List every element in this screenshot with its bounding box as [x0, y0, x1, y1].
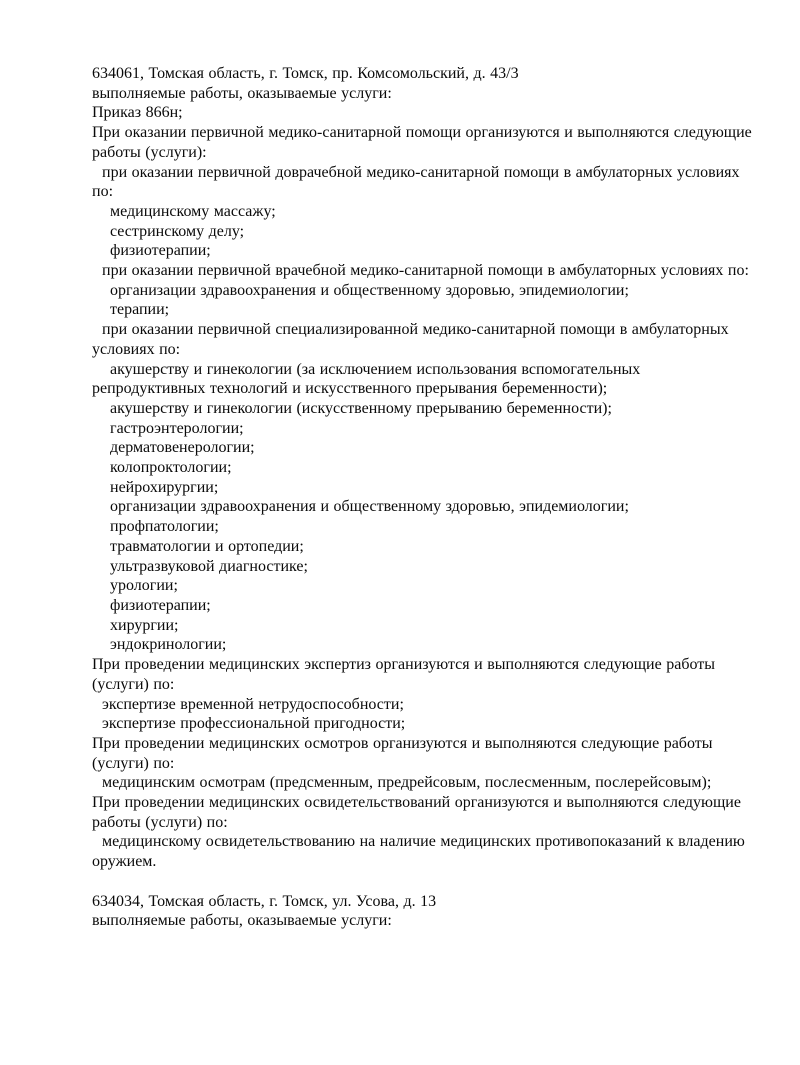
document-line: терапии; [110, 301, 170, 319]
document-line: урологии; [110, 577, 178, 595]
document-line: При проведении медицинских освидетельствований организуются и выполняются следующие работы (услуги) по: [92, 794, 741, 831]
document-line: При оказании первичной медико-санитарной помощи организуются и выполняются следующие работы (услуги): [92, 124, 752, 161]
document-line: сестринскому делу; [110, 222, 245, 240]
document-line: экспертизе профессиональной пригодности; [102, 715, 406, 733]
document-line: выполняемые работы, оказываемые услуги: [92, 84, 392, 102]
document-line: выполняемые работы, оказываемые услуги: [92, 912, 392, 930]
document-line: нейрохирургии; [110, 478, 219, 496]
document-line: при оказании первичной доврачебной медико-санитарной помощи в амбулаторных условиях по: [92, 163, 740, 201]
document-line: профпатологии; [110, 518, 219, 536]
document-line: медицинскому освидетельствованию на наличие медицинских противопоказаний к владению оружием. [92, 833, 745, 871]
document-line: колопроктологии; [110, 459, 232, 477]
document-line: экспертизе временной нетрудоспособности; [102, 695, 404, 713]
document-line: хирургии; [110, 616, 179, 634]
document-line: эндокринологии; [110, 636, 227, 654]
document-line: организации здравоохранения и общественному здоровью, эпидемиологии; [110, 281, 629, 299]
document-line: гастроэнтерологии; [110, 419, 244, 437]
document-line: медицинским осмотрам (предсменным, предрейсовым, послесменным, послерейсовым); [102, 774, 712, 792]
document-line: Приказ 866н; [92, 104, 183, 122]
document-line: ультразвуковой диагностике; [110, 557, 308, 575]
blank-line [92, 872, 757, 892]
document-line: 634061, Томская область, г. Томск, пр. Комсомольский, д. 43/3 [92, 65, 519, 82]
document-line: акушерству и гинекологии (искусственному прерыванию беременности); [110, 399, 612, 417]
document-body [92, 64, 757, 931]
document-line: При проведении медицинских экспертиз организуются и выполняются следующие работы (услуги) по: [92, 656, 715, 693]
document-line: акушерству и гинекологии (за исключением использования вспомогательных репродуктивных технологий и искусственного прерывания беременности); [92, 360, 641, 398]
document-line: дерматовенерологии; [110, 439, 255, 457]
document-line: травматологии и ортопедии; [110, 537, 304, 555]
document-line: при оказании первичной врачебной медико-санитарной помощи в амбулаторных условиях по: [102, 262, 749, 280]
document-line: при оказании первичной специализированной медико-санитарной помощи в амбулаторных условиях по: [92, 321, 729, 358]
document-line: 634034, Томская область, г. Томск, ул. Усова, д. 13 [92, 892, 437, 910]
document-line: физиотерапии; [110, 242, 211, 260]
document-line: При проведении медицинских осмотров организуются и выполняются следующие работы (услуги) по: [92, 734, 713, 772]
document-line: медицинскому массажу; [110, 202, 276, 220]
document-line: физиотерапии; [110, 596, 211, 614]
document-line: организации здравоохранения и общественному здоровью, эпидемиологии; [110, 498, 629, 516]
